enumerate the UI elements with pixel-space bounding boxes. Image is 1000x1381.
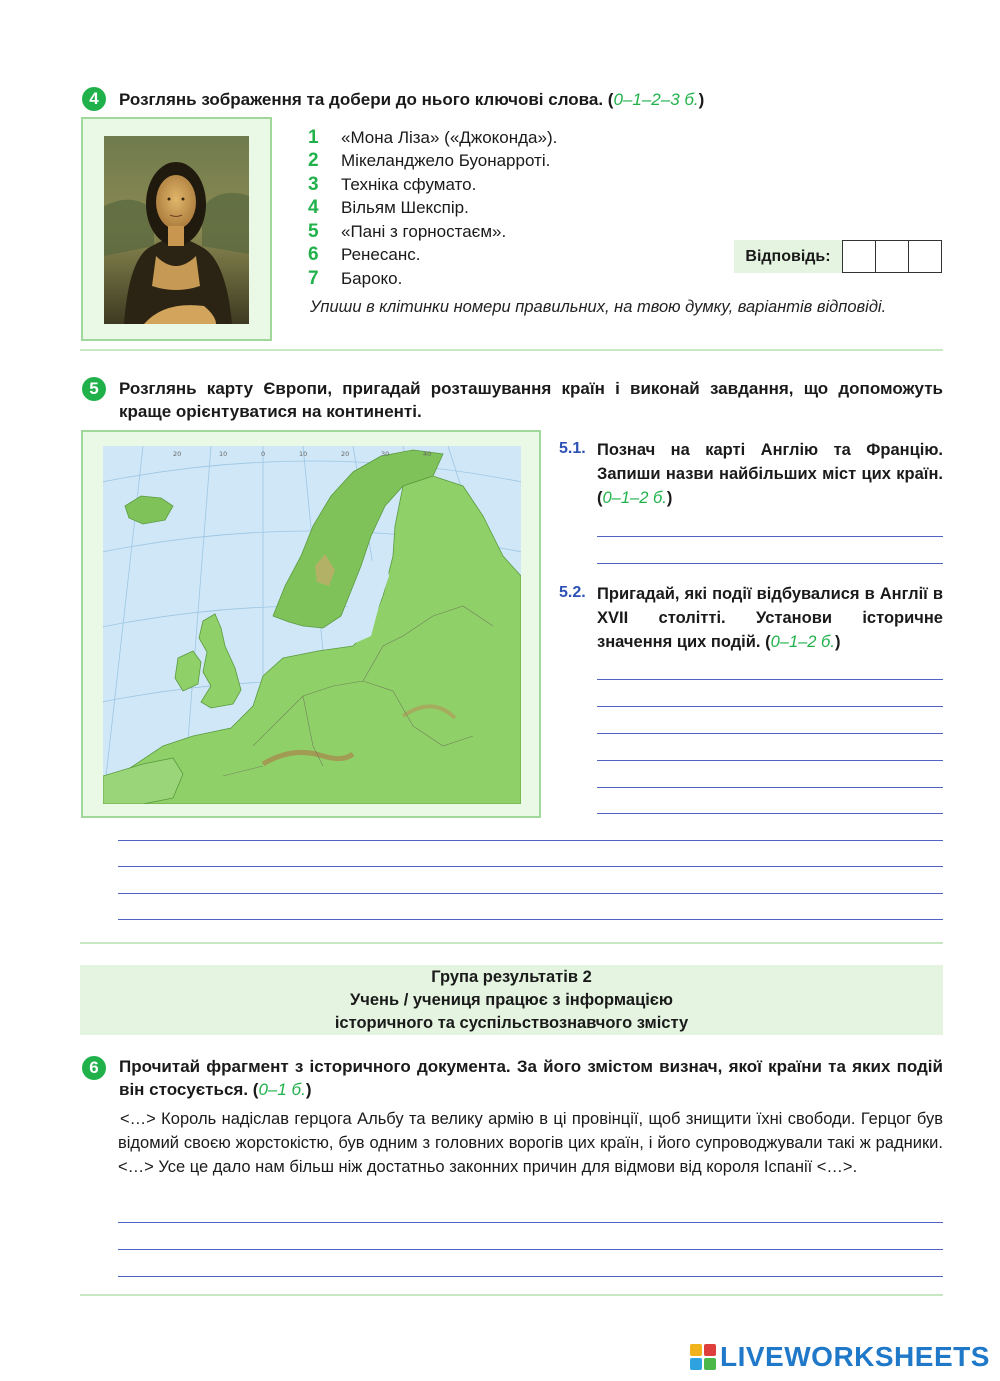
answer-line[interactable] (597, 787, 943, 788)
options-list (308, 126, 557, 291)
answer-line[interactable] (118, 840, 943, 841)
results-group-banner (80, 965, 943, 1035)
map-tick-label: 30 (381, 450, 390, 458)
map-tick-label: 10 (219, 450, 228, 458)
answer-cell-2[interactable] (875, 240, 909, 273)
answer-line[interactable] (597, 563, 943, 564)
document-text: <…> Король надіслав герцога Альбу та велику армію в ці провінції, щоб знищити їхні свободи. Герцог був відомий своєю жорстокістю, був одним з головних ворогів цих країн, і його супроводжували такі ж радники. <…> Усе це дало нам більш ніж достатньо законних причин для відмови від короля Іспанії <…>. (118, 1110, 943, 1176)
subtask-5-2-points: 0–1–2 б. (770, 633, 835, 651)
question-5-number: 5 (82, 377, 106, 401)
answer-label: Відповідь: (734, 240, 842, 273)
subtask-5-2-number: 5.2. (559, 584, 586, 601)
question-4-number: 4 (82, 87, 106, 111)
subtask-5-1-text: Познач на карті Англію та Францію. Запиши назви найбільших міст цих країн. (0–1–2 б.) (597, 441, 943, 507)
question-5-text: Розглянь карту Європи, пригадай розташування країн і виконай завдання, що допоможуть краще орієнтуватися на континенті. (119, 379, 943, 421)
answer-cell-3[interactable] (908, 240, 942, 273)
answer-line[interactable] (597, 813, 943, 814)
option-6: 6 Ренесанс. (308, 244, 421, 266)
answer-line[interactable] (118, 893, 943, 894)
europe-map-frame (81, 430, 541, 818)
answer-hint: Упиши в клітинки номери правильних, на твою думку, варіантів відповіді. (310, 298, 887, 316)
answer-line[interactable] (597, 536, 943, 537)
answer-line[interactable] (118, 866, 943, 867)
answer-line[interactable] (597, 733, 943, 734)
subtask-5-2-label: Пригадай, які події відбувалися в Англії в XVII столітті. Установи історичне значення цих подій. (597, 585, 943, 651)
mona-lisa-frame (81, 117, 272, 341)
subtask-5-1-label: Познач на карті Англію та Францію. Запиши назви найбільших міст цих країн. (597, 441, 943, 483)
divider (80, 942, 943, 944)
banner-line-1: Група результатів 2 (431, 968, 592, 986)
question-6-text: Прочитай фрагмент з історичного документа. За його змістом визнач, якої країни та яких подій він стосується. (0–1 б.) (119, 1057, 943, 1099)
subtask-5-1-number: 5.1. (559, 440, 586, 457)
answer-cell-1[interactable] (842, 240, 876, 273)
mona-lisa-image (104, 136, 249, 324)
map-tick-label: 0 (261, 450, 266, 458)
divider (80, 1294, 943, 1296)
answer-line[interactable] (597, 679, 943, 680)
map-tick-label: 10 (299, 450, 308, 458)
answer-line[interactable] (118, 1222, 943, 1223)
map-tick-label: 20 (173, 450, 182, 458)
option-3: 3 Техніка сфумато. (308, 173, 477, 195)
liveworksheets-logo (690, 1340, 990, 1374)
logo-icon (690, 1344, 716, 1370)
divider (80, 349, 943, 351)
answer-line[interactable] (118, 1276, 943, 1277)
answer-line[interactable] (597, 706, 943, 707)
question-6-number: 6 (82, 1056, 106, 1080)
question-6-points: 0–1 б. (258, 1080, 306, 1099)
option-1: 1 «Мона Ліза» («Джоконда»). (308, 126, 558, 148)
map-tick-label: 20 (341, 450, 350, 458)
question-4-text: Розглянь зображення та добери до нього ключові слова. (0–1–2–3 б.) (119, 90, 705, 109)
question-6-label: Прочитай фрагмент з історичного документа. За його змістом визнач, якої країни та яких подій він стосується. (119, 1057, 943, 1099)
question-4-label: Розглянь зображення та добери до нього ключові слова. (119, 90, 604, 109)
option-5: 5 «Пані з горностаєм». (308, 220, 507, 242)
option-4: 4 Вільям Шекспір. (308, 197, 469, 219)
question-4-points: 0–1–2–3 б. (613, 90, 699, 109)
banner-line-3: історичного та суспільствознавчого змісту (334, 1014, 689, 1032)
answer-line[interactable] (118, 919, 943, 920)
answer-line[interactable] (118, 1249, 943, 1250)
subtask-5-2-text: Пригадай, які події відбувалися в Англії в XVII столітті. Установи історичне значення цих подій. (0–1–2 б.) (597, 585, 943, 651)
logo-text: LIVEWORKSHEETS (720, 1341, 990, 1372)
banner-line-2: Учень / учениця працює з інформацією (349, 991, 674, 1009)
answer-line[interactable] (597, 760, 943, 761)
option-2: 2 Мікеланджело Буонарроті. (308, 150, 551, 172)
option-7: 7 Бароко. (308, 267, 403, 289)
document-excerpt (118, 1107, 943, 1179)
europe-map[interactable] (103, 446, 521, 804)
map-tick-label: 40 (423, 450, 432, 458)
subtask-5-1-points: 0–1–2 б. (602, 489, 667, 507)
